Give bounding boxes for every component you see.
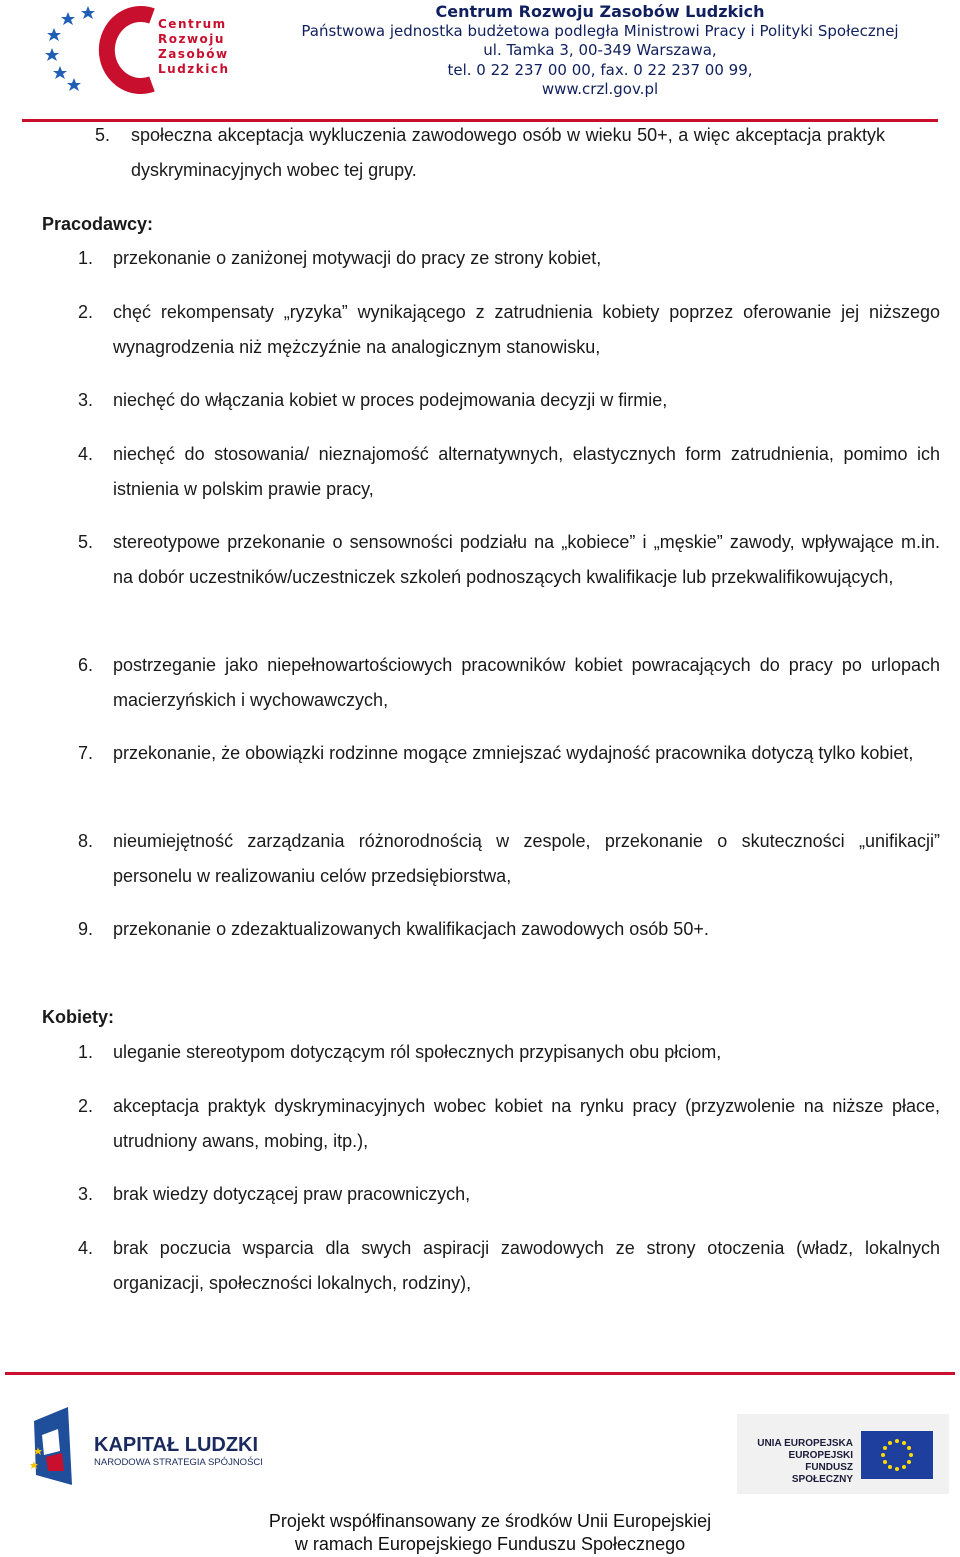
footer-line-2: w ramach Europejskiego Funduszu Społecznego: [294, 1534, 686, 1554]
list-item: [95, 118, 885, 187]
item-text: brak poczucia wsparcia dla swych aspiracji zawodowych ze strony otoczenia (władz, lokalnych organizacji, społeczności lokalnych, rodziny),: [113, 1238, 940, 1293]
item-number: 8.: [78, 831, 94, 851]
item-text: nieumiejętność zarządzania różnorodnością w zespole, przekonanie o skuteczności „unifikacji” personelu w realizowaniu celów przedsiębiorstwa,: [113, 831, 940, 886]
item-number: 9.: [78, 919, 94, 939]
logo-word-4: Ludzkich: [158, 62, 230, 76]
kapital-ludzki-logo: [28, 1405, 288, 1487]
item-number: 5.: [78, 532, 94, 552]
kl-subtitle: NARODOWA STRATEGIA SPÓJNOŚCI: [94, 1457, 263, 1468]
list-item: [78, 1231, 940, 1300]
page-header: [0, 0, 960, 122]
header-org-desc: Państwowa jednostka budżetowa podległa Ministrowi Pracy i Polityki Społecznej: [301, 21, 899, 40]
section-title-pracodawcy: Pracodawcy:: [42, 214, 154, 234]
header-phone: tel. 0 22 237 00 00, fax. 0 22 237 00 99,: [447, 60, 753, 79]
item-number: 4.: [78, 1238, 94, 1258]
list-item: [78, 1177, 940, 1212]
item-text: brak wiedzy dotyczącej praw pracowniczych,: [113, 1184, 471, 1204]
footer-divider: [5, 1372, 955, 1375]
list-item: [78, 437, 940, 506]
item-text: przekonanie o zaniżonej motywacji do pracy ze strony kobiet,: [113, 248, 602, 268]
item-number: 5.: [95, 125, 111, 145]
list-item: [78, 1089, 940, 1158]
list-item: [78, 525, 940, 594]
item-number: 3.: [78, 1184, 94, 1204]
header-website[interactable]: www.crzl.gov.pl: [541, 80, 659, 98]
item-text: akceptacja praktyk dyskryminacyjnych wobec kobiet na rynku pracy (przyzwolenie na niższe płace, utrudniony awans, mobing, itp.),: [113, 1096, 940, 1151]
item-text: przekonanie o zdezaktualizowanych kwalifikacjach zawodowych osób 50+.: [113, 919, 709, 939]
list-item: [78, 912, 940, 947]
list-item: [78, 295, 940, 364]
item-number: 6.: [78, 655, 94, 675]
kl-title: KAPITAŁ LUDZKI: [94, 1434, 259, 1456]
item-number: 1.: [78, 1042, 94, 1062]
list-item: [78, 648, 940, 717]
logo-word-1: Centrum: [158, 17, 227, 31]
item-number: 2.: [78, 302, 94, 322]
list-item: [78, 824, 940, 893]
item-text: stereotypowe przekonanie o sensowności podziału na „kobiece” i „męskie” zawody, wpływające m.in. na dobór uczestników/uczestniczek szkoleń podnoszących kwalifikacje lub przekwalifikowujących,: [113, 532, 940, 587]
item-number: 4.: [78, 444, 94, 464]
item-number: 3.: [78, 390, 94, 410]
list-item: [78, 736, 940, 771]
ue-efs-logo: [737, 1414, 949, 1494]
item-text: przekonanie, że obowiązki rodzinne mogące zmniejszać wydajność pracownika dotyczą tylko kobiet,: [113, 743, 914, 763]
item-text: uleganie stereotypom dotyczącym ról społecznych przypisanych obu płciom,: [113, 1042, 722, 1062]
footer-line-1: Projekt współfinansowany ze środków Unii Europejskiej: [268, 1511, 712, 1531]
ue-line-3: FUNDUSZ SPOŁECZNY: [791, 1462, 853, 1485]
crzl-logo: [40, 2, 240, 94]
footer-funding-note: [0, 1510, 960, 1556]
header-address: [250, 2, 950, 100]
item-text: niechęć do włączania kobiet w proces podejmowania decyzji w firmie,: [113, 390, 668, 410]
section-title-kobiety: Kobiety:: [42, 1007, 114, 1027]
logo-word-3: Zasobów: [158, 47, 229, 61]
list-item: [78, 383, 940, 418]
list-item: [78, 241, 940, 276]
list-item: [78, 1035, 940, 1070]
item-number: 2.: [78, 1096, 94, 1116]
item-text: społeczna akceptacja wykluczenia zawodowego osób w wieku 50+, a więc akceptacja praktyk dyskryminacyjnych wobec tej grupy.: [131, 125, 885, 180]
item-number: 1.: [78, 248, 94, 268]
item-text: chęć rekompensaty „ryzyka” wynikającego z zatrudnienia kobiety poprzez oferowanie jej niższego wynagrodzenia niż mężczyźnie na analogicznym stanowisku,: [113, 302, 940, 357]
item-text: postrzeganie jako niepełnowartościowych pracowników kobiet powracających do pracy po urlopach macierzyńskich i wychowawczych,: [113, 655, 940, 710]
header-street: ul. Tamka 3, 00-349 Warszawa,: [483, 41, 717, 59]
ue-line-1: UNIA EUROPEJSKA: [757, 1438, 853, 1449]
header-org-name: Centrum Rozwoju Zasobów Ludzkich: [435, 2, 765, 21]
ue-text: [755, 1438, 853, 1486]
logo-word-2: Rozwoju: [158, 32, 225, 46]
item-text: niechęć do stosowania/ nieznajomość alternatywnych, elastycznych form zatrudnienia, pomimo ich istnienia w polskim prawie pracy,: [113, 444, 940, 499]
item-number: 7.: [78, 743, 94, 763]
ue-line-2: EUROPEJSKI: [788, 1450, 853, 1461]
eu-flag-icon: [861, 1431, 933, 1479]
